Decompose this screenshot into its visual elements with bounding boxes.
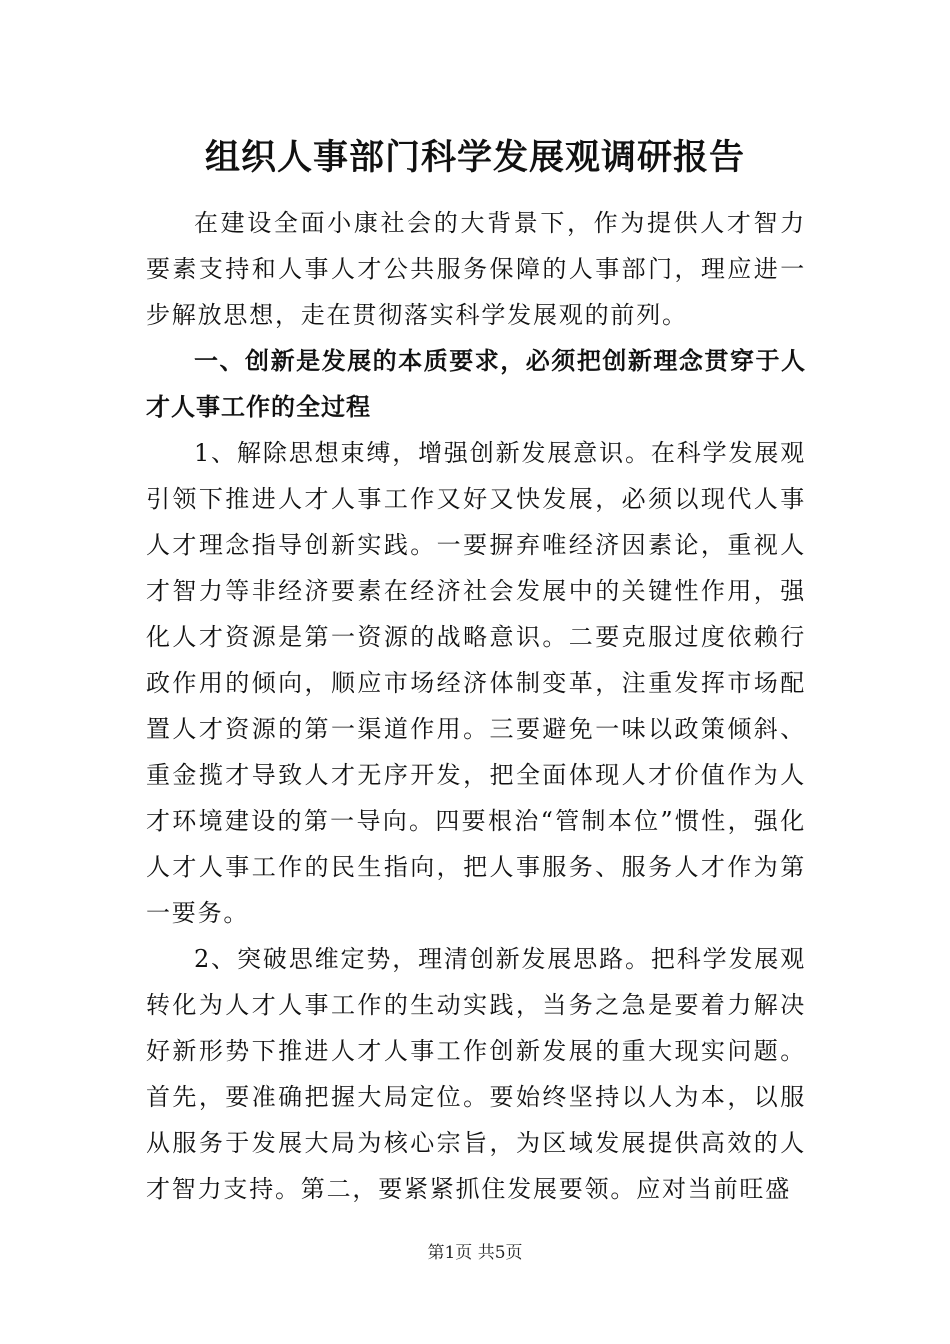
intro-paragraph: 在建设全面小康社会的大背景下，作为提供人才智力要素支持和人事人才公共服务保障的人事部门，理应进一步解放思想，走在贯彻落实科学发展观的前列。 [146, 209, 806, 329]
paragraph-point-2: 2、突破思维定势，理清创新发展思路。把科学发展观转化为人才人事工作的生动实践，当务之急是要着力解决好新形势下推进人才人事工作创新发展的重大现实问题。首先，要准确把握大局定位。要始终坚持以人为本，以服从服务于发展大局为核心宗旨，为区域发展提供高效的人才智力支持。第二，要紧紧抓住发展要领。应对当前旺盛 [146, 945, 806, 1203]
document-title: 组织人事部门科学发展观调研报告 [204, 137, 745, 178]
document-body [146, 200, 806, 1212]
section-heading: 一、创新是发展的本质要求，必须把创新理念贯穿于人才人事工作的全过程 [146, 346, 806, 421]
paragraph-point-1: 1、解除思想束缚，增强创新发展意识。在科学发展观引领下推进人才人事工作又好又快发展，必须以现代人事人才理念指导创新实践。一要摒弃唯经济因素论，重视人才智力等非经济要素在经济社会发展中的关键性作用，强化人才资源是第一资源的战略意识。二要克服过度依赖行政作用的倾向，顺应市场经济体制变革，注重发挥市场配置人才资源的第一渠道作用。三要避免一味以政策倾斜、重金揽才导致人才无序开发，把全面体现人才价值作为人才环境建设的第一导向。四要根治“管制本位”惯性，强化人才人事工作的民生指向，把人事服务、服务人才作为第一要务。 [146, 439, 806, 927]
page-number-footer: 第1页 共5页 [427, 1243, 523, 1263]
